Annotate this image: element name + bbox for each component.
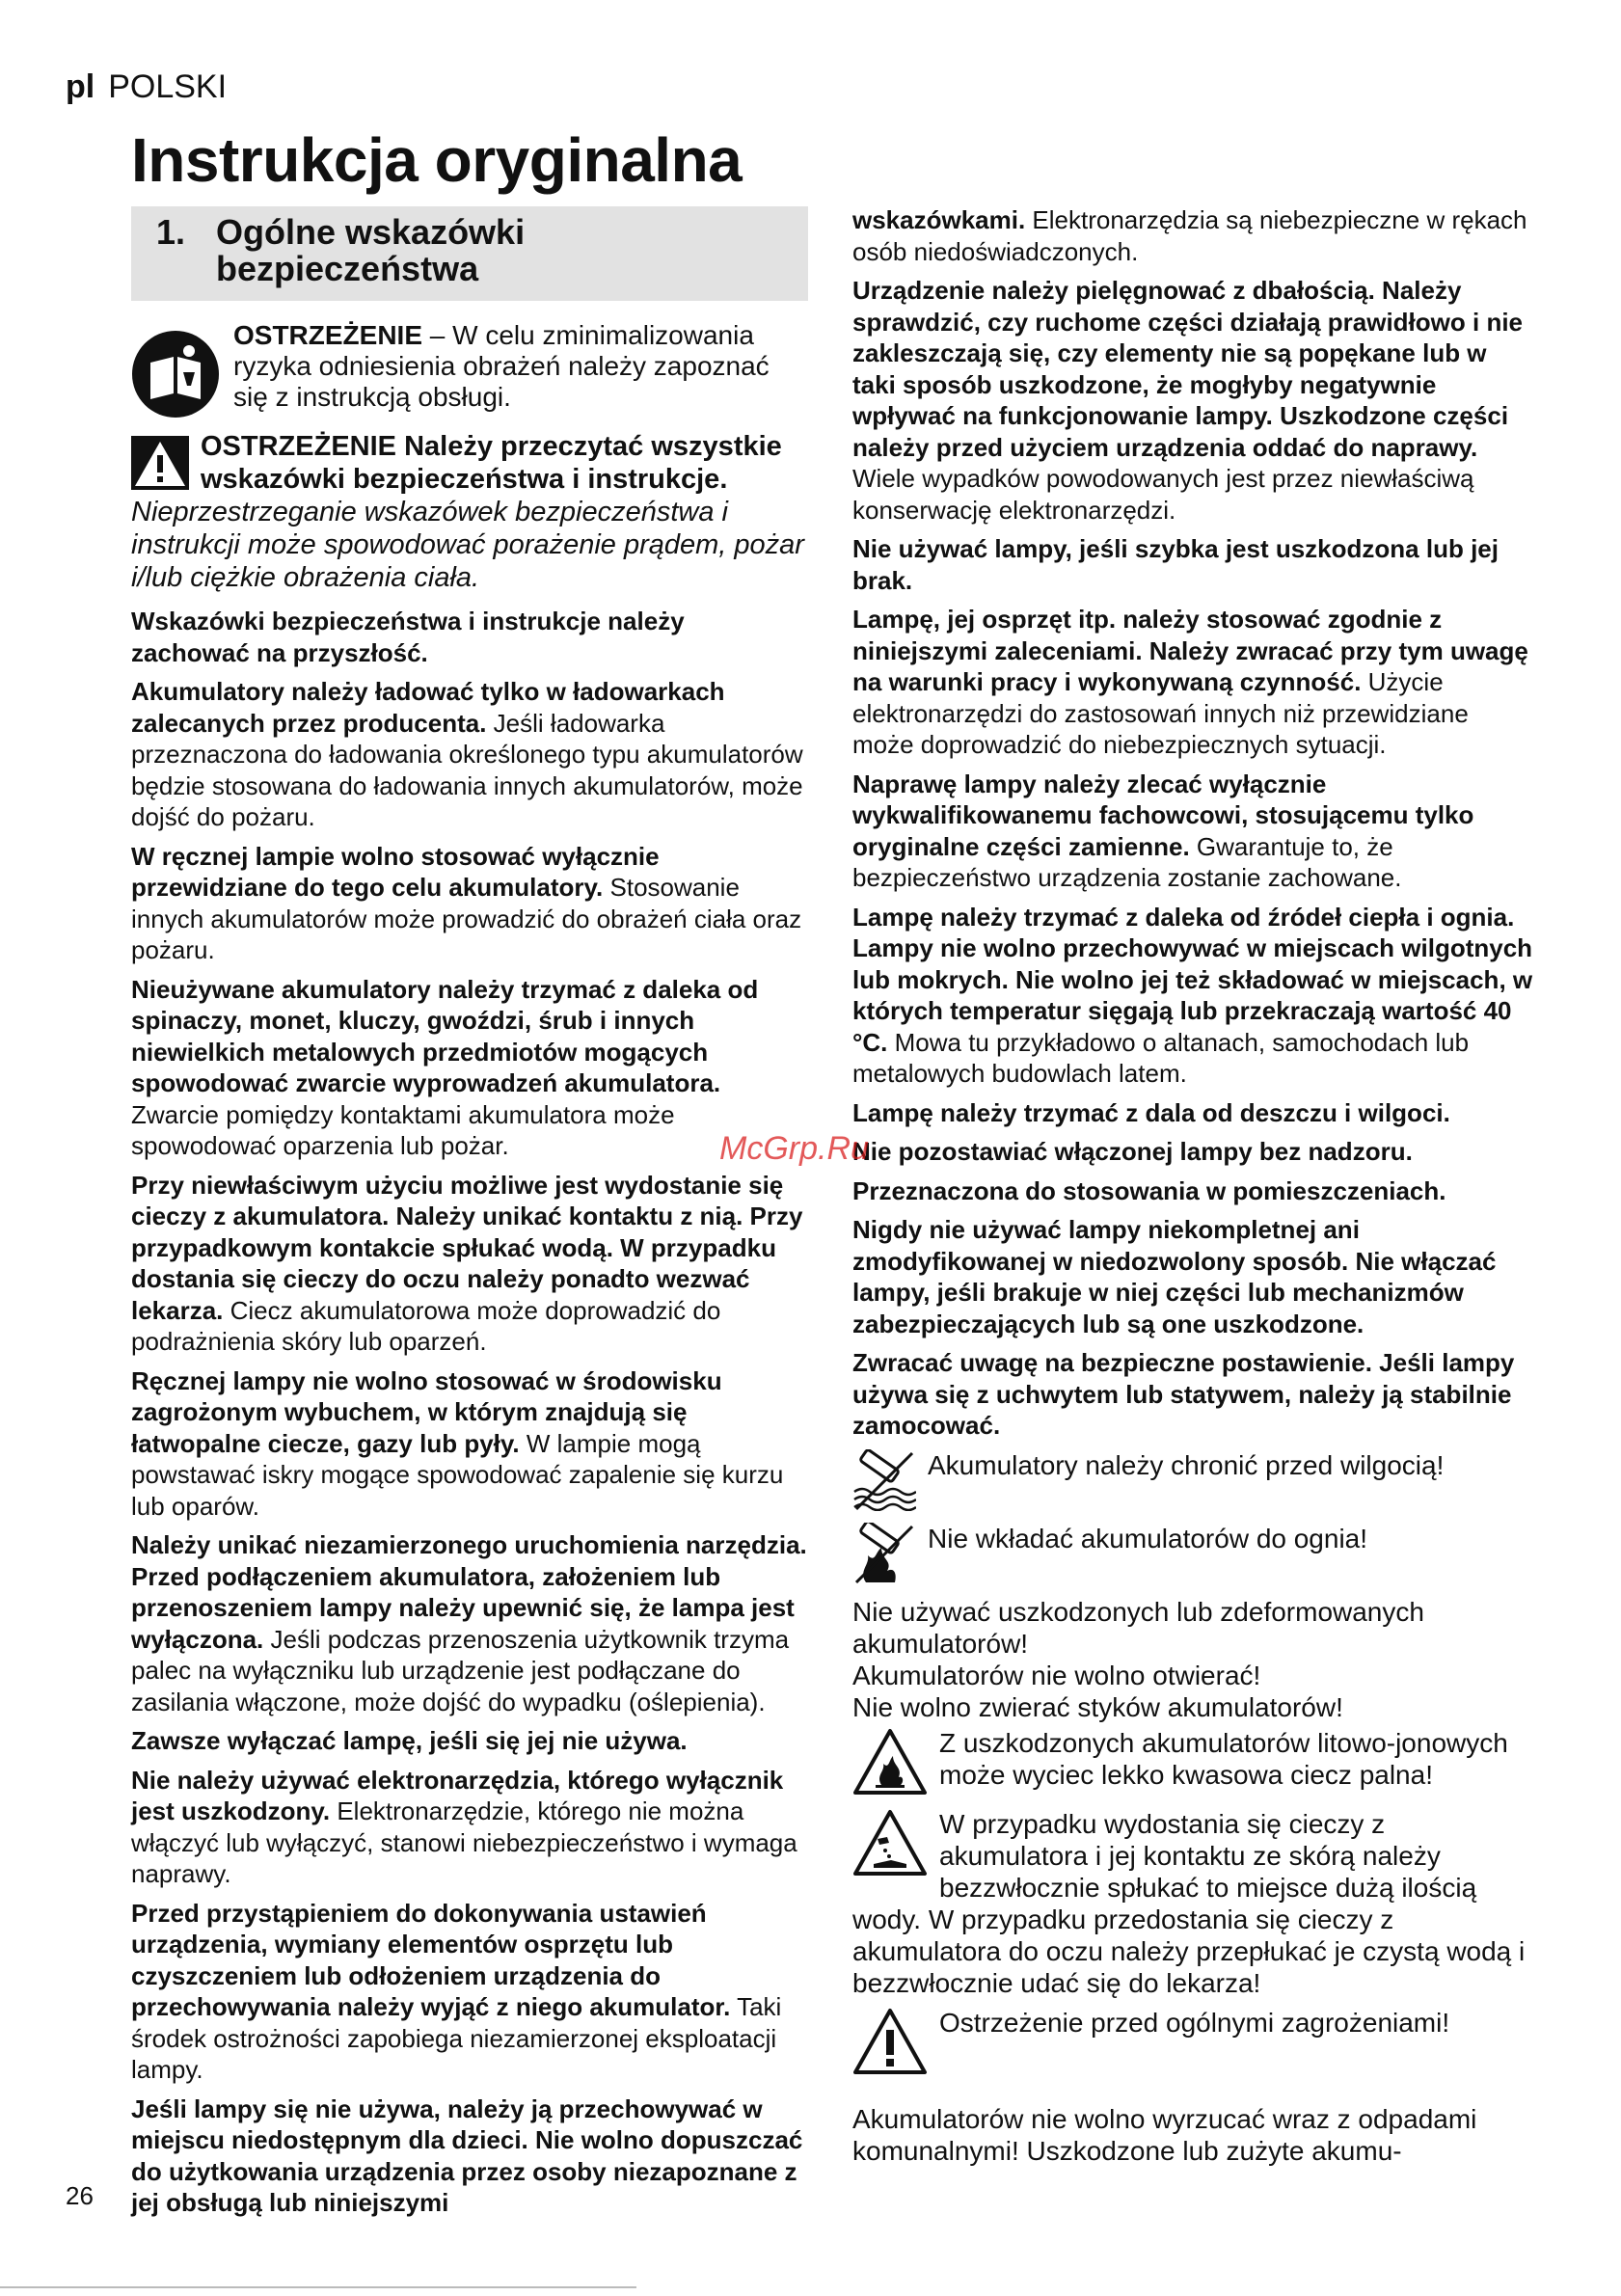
paragraph-bold: Lampę należy trzymać z daleka od źródeł ciepła i ognia. Lampy nie wolno przechowywać w miejscach wilgotnych lub mokrych. Nie wolno jej też składować w miejscach, w których temperatur sięgają lub przekraczają wartość 40 °C.: [852, 902, 1533, 1057]
paragraph-text: Taki środek ostrożności zapobiega niezamierzonej eksploatacji lampy.: [131, 1992, 782, 2084]
safety-paragraph: [131, 1725, 808, 1757]
symbol-flammable: [852, 1727, 1533, 1800]
no-moisture-icon: [852, 1449, 916, 1511]
symbol-fire: [852, 1523, 1533, 1588]
paragraph-bold: Nigdy nie używać lampy niekompletnej ani zmodyfikowanej w niedozwolony sposób. Nie włączać lampy, jeśli brakuje w niej części lub mechanizmów zabezpieczających lub są one uszkodzone.: [852, 1215, 1497, 1338]
paragraph-bold: Naprawę lampy należy zlecać wyłącznie wykwalifikowanemu fachowcowi, stosującemu tylko oryginalne części zamienne.: [852, 769, 1474, 861]
no-fire-icon: [852, 1523, 916, 1584]
document-title: Instrukcja oryginalna: [131, 125, 743, 195]
safety-paragraph: [131, 1529, 808, 1717]
right-column: [852, 204, 1533, 2167]
paragraph-text: Ciecz akumulatorowa może doprowadzić do podrażnienia skóry lub oparzeń.: [131, 1295, 721, 1356]
safety-paragraph: [131, 841, 808, 966]
safety-paragraph: [131, 1898, 808, 2086]
paragraph-text: W lampie mogą powstawać iskry mogące spowodować zapalenie się kurzu lub oparów.: [131, 1428, 784, 1521]
watermark: McGrp.Ru: [719, 1130, 869, 1167]
paragraph-bold: Lampę należy trzymać z dala od deszczu i wilgoci.: [852, 1097, 1450, 1127]
paragraph-text: Stosowanie innych akumulatorów może prowadzić do obrażeń ciała oraz pożaru.: [131, 873, 802, 964]
paragraph-text: Jeśli ładowarka przeznaczona do ładowania określonego typu akumulatorów będzie stosowana do ładowania innych akumulatorów, może dojść do pożaru.: [131, 708, 803, 831]
paragraph-bold: wskazówkami.: [852, 205, 1026, 234]
warning-triangle-icon: [131, 436, 189, 490]
left-column: [131, 204, 808, 2227]
safety-paragraph: [131, 974, 808, 1162]
paragraph-bold: Nie należy używać elektronarzędzia, którego wyłącznik jest uszkodzony.: [131, 1765, 784, 1825]
paragraph-bold: W ręcznej lampie wolno stosować wyłącznie przewidziane do tego celu akumulatory.: [131, 841, 660, 902]
paragraph-bold: Jeśli lampy się nie używa, należy ją przechowywać w miejscu niedostępnym dla dzieci. Nie wolno dopuszczać do użytkowania urządzenia przez osoby niezapoznane z jej obsługą lub niniejszymi: [131, 2093, 803, 2217]
safety-paragraph: [131, 676, 808, 833]
symbol-fire-text: Nie wkładać akumulatorów do ognia!: [928, 1523, 1368, 1553]
safety-paragraph: [131, 1765, 808, 1890]
right-paragraph-list: [852, 204, 1533, 1442]
safety-paragraph: [131, 1170, 808, 1358]
safety-paragraph: [131, 2093, 808, 2219]
paragraph-bold: Należy unikać niezamierzonego uruchomienia narzędzia. Przed podłączeniem akumulatora, założeniem lub przenoszeniem lampy należy upewnić się, że lampa jest wyłączona.: [131, 1530, 807, 1654]
paragraph-text: Jeśli podczas przenoszenia użytkownik trzyma palec na wyłączniku lub urządzenie jest podłączane do zasilania włączone, może dojść do wypadku (oślepienia).: [131, 1624, 790, 1716]
safety-paragraph: [852, 1214, 1533, 1339]
symbol-disposal: [852, 2103, 1533, 2167]
language-name: POLSKI: [108, 68, 228, 105]
language-code: pl: [66, 68, 95, 105]
warning-label: OSTRZEŻENIE: [233, 320, 423, 350]
paragraph-bold: Ręcznej lampy nie wolno stosować w środowisku zagrożonym wybuchem, w którym znajdują się łatwopalne ciecze, gazy lub pyły.: [131, 1365, 722, 1458]
safety-paragraph: [852, 604, 1533, 761]
paragraph-bold: Przeznaczona do stosowania w pomieszczeniach.: [852, 1175, 1446, 1205]
paragraph-text: Gwarantuje to, że bezpieczeństwo urządzenia zostanie zachowane.: [852, 831, 1402, 892]
page-number: 26: [66, 2181, 94, 2210]
symbol-no-short-text: Nie wolno zwierać styków akumulatorów!: [852, 1691, 1343, 1722]
symbol-damaged-text: Nie używać uszkodzonych lub zdeformowanych akumulatorów!: [852, 1596, 1424, 1659]
safety-paragraph: [852, 204, 1533, 267]
symbol-damaged: [852, 1596, 1533, 1723]
paragraph-text: Mowa tu przykładowo o altanach, samochodach lub metalowych budowlach latem.: [852, 1027, 1470, 1088]
manual-book-icon: [131, 330, 220, 419]
symbol-flammable-text: Z uszkodzonych akumulatorów litowo-jonowych może wyciec lekko kwasowa ciecz palna!: [939, 1727, 1508, 1790]
symbol-no-open-text: Akumulatorów nie wolno otwierać!: [852, 1660, 1261, 1690]
language-header: [66, 68, 227, 106]
safety-paragraph: [852, 1347, 1533, 1442]
paragraph-bold: Przed przystąpieniem do dokonywania ustawień urządzenia, wymiany elementów osprzętu lub czyszczeniem lub odłożeniem urządzenia do przechowywania należy wyjąć z niego akumulator.: [131, 1898, 731, 2021]
footer-rule: [0, 2286, 636, 2288]
corrosive-warning-icon: [852, 1808, 928, 1877]
paragraph-bold: Urządzenie należy pielęgnować z dbałością. Należy sprawdzić, czy ruchome części działają prawidłowo i nie zakleszczają się, czy elementy nie są popękane lub w taki sposób uszkodzone, że mogłyby negatywnie wpływać na funkcjonowanie lampy. Uszkodzone części należy przed użyciem urządzenia oddać do naprawy.: [852, 276, 1524, 462]
symbol-general: [852, 2007, 1533, 2095]
symbol-general-text: Ostrzeżenie przed ogólnymi zagrożeniami!: [939, 2007, 1450, 2038]
section-title: Ogólne wskazówki bezpieczeństwa: [216, 212, 526, 288]
paragraph-bold: Wskazówki bezpieczeństwa i instrukcje należy zachować na przyszłość.: [131, 607, 685, 667]
symbol-disposal-text: Akumulatorów nie wolno wyrzucać wraz z odpadami komunalnymi! Uszkodzone lub zużyte akumu-: [852, 2103, 1477, 2166]
paragraph-bold: Nie pozostawiać włączonej lampy bez nadzoru.: [852, 1137, 1413, 1166]
safety-paragraph: [852, 533, 1533, 596]
paragraph-bold: Lampę, jej osprzęt itp. należy stosować zgodnie z niniejszymi zaleceniami. Należy zwracać przy tym uwagę na warunki pracy i wykonywaną czynność.: [852, 605, 1528, 696]
symbol-moisture-text: Akumulatory należy chronić przed wilgocią!: [928, 1449, 1445, 1480]
paragraph-text: Wiele wypadków powodowanych jest przez niewłaściwą konserwację elektronarzędzi.: [852, 464, 1474, 525]
symbol-corrosive: [852, 1808, 1533, 1999]
safety-paragraph: [852, 1097, 1533, 1129]
paragraph-bold: Akumulatory należy ładować tylko w ładowarkach zalecanych przez producenta.: [131, 677, 725, 738]
safety-paragraph: [852, 769, 1533, 894]
warning-italic: Nieprzestrzeganie wskazówek bezpieczeństwa i instrukcji może spowodować porażenie prądem, pożar i/lub ciężkie obrażenia ciała.: [131, 497, 804, 593]
paragraph-bold: Zwracać uwagę na bezpieczne postawienie. Jeśli lampy używa się z uchwytem lub statywem, należy ją stabilnie zamocować.: [852, 1348, 1515, 1440]
safety-paragraph: [852, 1136, 1533, 1168]
safety-paragraph: [852, 275, 1533, 526]
general-warning-icon: [852, 2007, 928, 2076]
safety-paragraph: [131, 1365, 808, 1523]
warning-bold: OSTRZEŻENIE Należy przeczytać wszystkie wskazówki bezpieczeństwa i instrukcje.: [201, 431, 782, 495]
flammable-warning-icon: [852, 1727, 928, 1796]
safety-paragraph: [852, 1175, 1533, 1207]
read-manual-warning: [131, 320, 808, 419]
paragraph-text: Elektronarzędzia są niebezpieczne w rękach osób niedoświadczonych.: [852, 205, 1527, 266]
paragraph-bold: Przy niewłaściwym użyciu możliwe jest wydostanie się cieczy z akumulatora. Należy unikać kontaktu z nią. Przy przypadkowym kontakcie spłukać wodą. W przypadku dostania się cieczy do oczu należy ponadto wezwać lekarza.: [131, 1170, 803, 1325]
section-heading: [131, 206, 808, 301]
symbol-moisture: [852, 1449, 1533, 1515]
read-all-warning: [131, 430, 808, 594]
paragraph-text: Użycie elektronarzędzi do zastosowań innych niż przewidziane może doprowadzić do niebezpiecznych sytuacji.: [852, 667, 1469, 759]
safety-paragraph: [852, 902, 1533, 1090]
symbol-corrosive-text: W przypadku wydostania się cieczy z akumulatora i jej kontaktu ze skórą należy bezzwłocznie spłukać to miejsce dużą ilością wody. W przypadku przedostania się cieczy z akumulatora do oczu należy przepłukać je czystą wodą i bezzwłocznie udać się do lekarza!: [852, 1808, 1526, 1998]
paragraph-bold: Zawsze wyłączać lampę, jeśli się jej nie używa.: [131, 1726, 688, 1755]
section-number: 1.: [156, 212, 186, 252]
left-paragraph-list: [131, 606, 808, 2219]
safety-paragraph: [131, 606, 808, 668]
paragraph-text: Elektronarzędzie, którego nie można włączyć lub wyłączyć, stanowi niebezpieczeństwo i wymaga naprawy.: [131, 1796, 797, 1888]
warning-text: – W celu zminimalizowania ryzyka odniesienia obrażeń należy zapoznać się z instrukcją obsługi.: [233, 320, 770, 412]
paragraph-bold: Nie używać lampy, jeśli szybka jest uszkodzona lub jej brak.: [852, 534, 1499, 595]
paragraph-bold: Nieużywane akumulatory należy trzymać z daleka od spinaczy, monet, kluczy, gwoździ, śrub i innych niewielkich metalowych przedmiotów mogących spowodować zwarcie wyprowadzeń akumulatora.: [131, 974, 759, 1097]
paragraph-text: Zwarcie pomiędzy kontaktami akumulatora może spowodować oparzenia lub pożar.: [131, 1099, 675, 1160]
